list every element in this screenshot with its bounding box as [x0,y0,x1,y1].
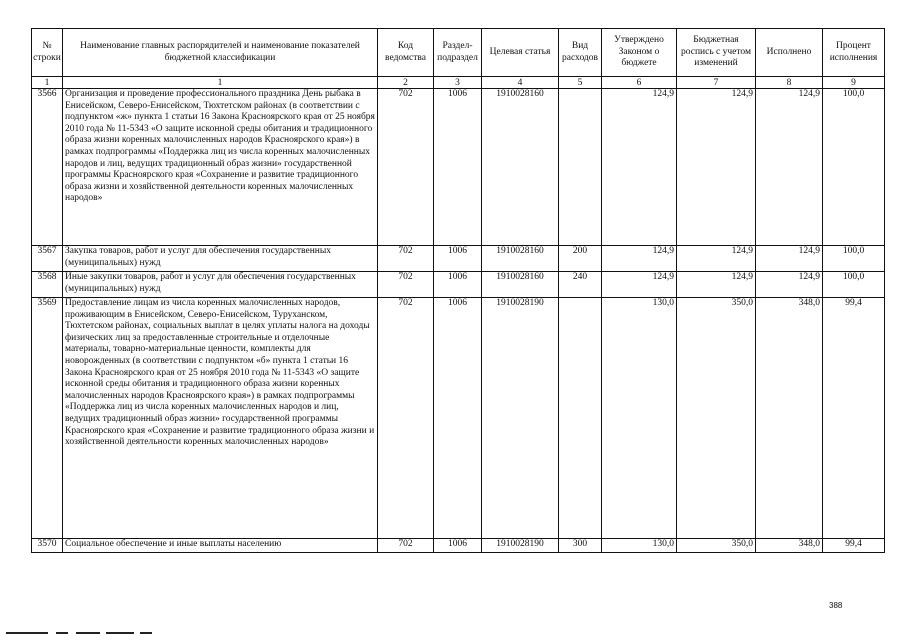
budget-table [31,28,885,553]
row-budget: 350,0 [677,539,756,553]
header-dept-code: Код ведомства [378,29,434,77]
header-expense-type: Вид расходов [559,29,602,77]
table-row [32,246,885,272]
row-name: Предоставление лицам из числа коренных малочисленных народов, проживающим в Енисейском, Северо-Енисейском, Туруханском, Тюхтетском районах, социальных выплат в целях уплаты налога на доходы физических лиц за предоставленные строительные и отделочные материалы, товарно-материальные ценности, комплекты для новорожденных (в соответствии с подпунктом «б» пункта 1 статьи 16 Закона Красноярского края от 25 ноября 2010 года № 11-5343 «О защите исконной среды обитания и традиционного образа жизни коренных малочисленных народов Красноярского края») в рамках подпрограммы «Поддержка лиц из числа коренных малочисленных народов и лиц, ведущих традиционный образ жизни» государственной программы Красноярского края «Сохранение и развитие традиционного образа жизни и хозяйственной деятельности коренных малочисленных народов» [63,298,378,539]
row-number: 3570 [32,539,63,553]
row-expense-type [559,298,602,539]
row-target: 1910028190 [482,539,559,553]
row-executed: 348,0 [756,298,823,539]
header-budget-list: Бюджетная роспись с учетом изменений [677,29,756,77]
column-number: 5 [559,77,602,89]
scan-edge-marks [6,632,156,635]
row-budget: 124,9 [677,89,756,246]
row-percent: 100,0 [823,89,885,246]
row-expense-type: 300 [559,539,602,553]
row-name: Организация и проведение профессионального праздника День рыбака в Енисейском, Северо-Енисейском, Тюхтетском районах (в соответствии с подпунктом «ж» пункта 1 статьи 16 Закона Красноярского края от 25 ноября 2010 года № 11-5343 «О защите исконной среды обитания и традиционного образа жизни коренных малочисленных народов Красноярского края») в рамках подпрограммы «Поддержка лиц из числа коренных малочисленных народов и лиц, ведущих традиционный образ жизни» государственной программы Красноярского края «Сохранение и развитие традиционного образа жизни и хозяйственной деятельности коренных малочисленных народов» [63,89,378,246]
row-number: 3568 [32,272,63,298]
row-dept-code: 702 [378,539,434,553]
table-row [32,272,885,298]
row-expense-type: 240 [559,272,602,298]
row-name: Иные закупки товаров, работ и услуг для обеспечения государственных (муниципальных) нужд [63,272,378,298]
row-budget: 124,9 [677,272,756,298]
table-row [32,539,885,553]
column-number: 8 [756,77,823,89]
row-target: 1910028190 [482,298,559,539]
row-approved: 130,0 [602,539,677,553]
column-number: 1 [63,77,378,89]
table-row [32,298,885,539]
row-section: 1006 [434,539,482,553]
column-number: 9 [823,77,885,89]
header-executed: Исполнено [756,29,823,77]
row-executed: 124,9 [756,246,823,272]
row-dept-code: 702 [378,298,434,539]
page-number: 388 [829,601,843,610]
column-number: 2 [378,77,434,89]
row-number: 3567 [32,246,63,272]
row-approved: 124,9 [602,272,677,298]
header-row [32,29,885,77]
header-name: Наименование главных распорядителей и наименование показателей бюджетной классификации [63,29,378,77]
row-percent: 100,0 [823,272,885,298]
header-approved: Утверждено Законом о бюджете [602,29,677,77]
row-target: 1910028160 [482,272,559,298]
row-approved: 124,9 [602,246,677,272]
row-section: 1006 [434,272,482,298]
row-dept-code: 702 [378,89,434,246]
row-expense-type [559,89,602,246]
row-target: 1910028160 [482,89,559,246]
row-executed: 124,9 [756,89,823,246]
row-executed: 124,9 [756,272,823,298]
row-budget: 350,0 [677,298,756,539]
row-number: 3569 [32,298,63,539]
row-name: Социальное обеспечение и иные выплаты населению [63,539,378,553]
column-number-row [32,77,885,89]
row-section: 1006 [434,246,482,272]
column-number: 4 [482,77,559,89]
column-number: 7 [677,77,756,89]
row-section: 1006 [434,89,482,246]
row-executed: 348,0 [756,539,823,553]
header-row-no: № строки [32,29,63,77]
header-target: Целевая статья [482,29,559,77]
table-row [32,89,885,246]
row-section: 1006 [434,298,482,539]
row-budget: 124,9 [677,246,756,272]
row-dept-code: 702 [378,246,434,272]
column-number: 1 [32,77,63,89]
row-percent: 100,0 [823,246,885,272]
column-number: 6 [602,77,677,89]
row-approved: 124,9 [602,89,677,246]
row-approved: 130,0 [602,298,677,539]
row-percent: 99,4 [823,298,885,539]
row-name: Закупка товаров, работ и услуг для обеспечения государственных (муниципальных) нужд [63,246,378,272]
row-percent: 99,4 [823,539,885,553]
header-section: Раздел-подраздел [434,29,482,77]
row-dept-code: 702 [378,272,434,298]
column-number: 3 [434,77,482,89]
row-expense-type: 200 [559,246,602,272]
row-number: 3566 [32,89,63,246]
header-percent: Процент исполнения [823,29,885,77]
row-target: 1910028160 [482,246,559,272]
